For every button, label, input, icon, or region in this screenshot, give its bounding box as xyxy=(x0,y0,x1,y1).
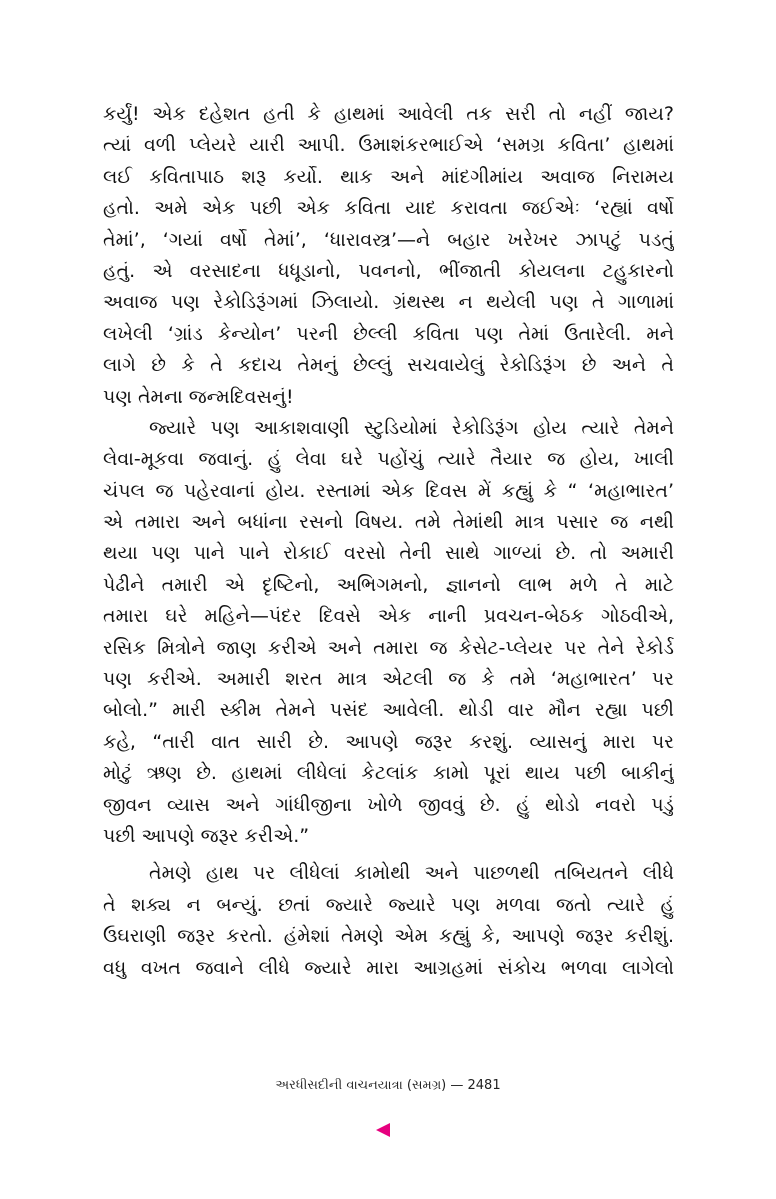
text-line: પછી આપણે જરૂર કરીએ.” xyxy=(103,824,310,847)
text-line: હતો. અમે એક પછી એક કવિતા યાદ કરાવતા જઈએઃ ‘રહ્યાં વર્ષો xyxy=(103,197,674,220)
paragraph-3 xyxy=(103,858,674,984)
page-body xyxy=(103,99,674,984)
text-line: લઈ કવિતાપાઠ શરૂ કર્યો. થાક અને માંદગીમાંય અવાજ નિરામય xyxy=(103,165,674,188)
text-line: લેવા-મૂકવા જવાનું. હું લેવા ઘરે પહોંચું ત્યારે તૈયાર જ હોય, ખાલી xyxy=(103,448,674,471)
text-line: પેઢીને તમારી એ દૃષ્ટિનો, અભિગમનો, જ્ઞાનનો લાભ મળે તે માટે xyxy=(103,573,674,596)
text-line: તે શક્ય ન બન્યું. છતાં જ્યારે જ્યારે પણ મળવા જતો ત્યારે હું xyxy=(103,893,674,916)
text-line: કર્યું! એક દહેશત હતી કે હાથમાં આવેલી તક સરી તો નહીં જાય? xyxy=(103,103,674,125)
text-line: થયા પણ પાને પાને રોકાઈ વરસો તેની સાથે ગાળ્યાં છે. તો અમારી xyxy=(103,542,674,565)
text-line: તમારા ઘરે મહિને—પંદર દિવસે એક નાની પ્રવચન-બેઠક ગોઠવીએ, xyxy=(103,605,674,628)
page-footer: અરધીસદીની વાચનયાત્રા (સમગ્ર) — 2481 xyxy=(275,1078,501,1093)
text-line: ત્યાં વળી પ્લેયરે યારી આપી. ઉમાશંકરભાઈએ ‘સમગ્ર કવિતા’ હાથમાં xyxy=(103,134,674,157)
paragraph-1 xyxy=(103,99,674,413)
text-line: તેમણે હાથ પર લીધેલાં કામોથી અને પાછળથી તબિયતને લીધે xyxy=(149,862,674,885)
text-line: ઉઘરાણી જરૂર કરતો. હંમેશાં તેમણે એમ કહ્યું કે, આપણે જરૂર કરીશું. xyxy=(103,925,674,948)
text-line: હતું. એ વરસાદના ધધૂડાનો, પવનનો, ભીંજાતી કોયલના ટહુકારનો xyxy=(103,259,674,282)
text-line: તેમાં’, ‘ગયાં વર્ષો તેમાં’, ‘ધારાવસ્ત્ર’—ને બહાર ખરેખર ઝાપટું પડતું xyxy=(103,228,674,251)
text-line: એ તમારા અને બધાંના રસનો વિષય. તમે તેમાંથી માત્ર પસાર જ નથી xyxy=(103,511,674,534)
text-line: અવાજ પણ રેકોડિરૂંગમાં ઝિલાયો. ગ્રંથસ્થ ન થયેલી પણ તે ગાળામાં xyxy=(103,291,674,314)
text-line: બોલો.” મારી સ્કીમ તેમને પસંદ આવેલી. થોડી વાર મૌન રહ્યા પછી xyxy=(103,699,674,722)
text-line: વધુ વખત જવાને લીધે જ્યારે મારા આગ્રહમાં સંકોચ ભળવા લાગેલો xyxy=(103,956,674,979)
text-line: મોટું ઋણ છે. હાથમાં લીધેલાં કેટલાંક કામો પૂરાં થાય પછી બાકીનું xyxy=(103,762,674,785)
text-line: લખેલી ‘ગ્રાંડ કેન્યોન’ પરની છેલ્લી કવિતા પણ તેમાં ઉતારેલી. મને xyxy=(103,322,674,345)
text-line: ચંપલ જ પહેરવાનાં હોય. રસ્તામાં એક દિવસ મેં કહ્યું કે “ ‘મહાભારત’ xyxy=(103,479,674,502)
paragraph-2 xyxy=(103,413,674,852)
triangle-left-icon[interactable] xyxy=(376,1123,390,1137)
text-line: પણ તેમના જન્મદિવસનું! xyxy=(103,385,294,408)
text-line: જ્યારે પણ આકાશવાણી સ્ટુડિયોમાં રેકોડિરૂંગ હોય ત્યારે તેમને xyxy=(149,416,674,439)
text-line: પણ કરીએ. અમારી શરત માત્ર એટલી જ કે તમે ‘મહાભારત’ પર xyxy=(103,668,674,691)
text-line: રસિક મિત્રોને જાણ કરીએ અને તમારા જ કેસેટ-પ્લેયર પર તેને રેકોર્ડ xyxy=(103,636,674,659)
text-line: કહે, “તારી વાત સારી છે. આપણે જરૂર કરશું. વ્યાસનું મારા પર xyxy=(103,730,674,753)
text-line: જીવન વ્યાસ અને ગાંધીજીના ખોળે જીવવું છે. હું થોડો નવરો પડું xyxy=(103,793,674,816)
text-line: લાગે છે કે તે કદાચ તેમનું છેલ્લું સચવાયેલું રેકોડિરૂંગ છે અને તે xyxy=(103,354,674,377)
